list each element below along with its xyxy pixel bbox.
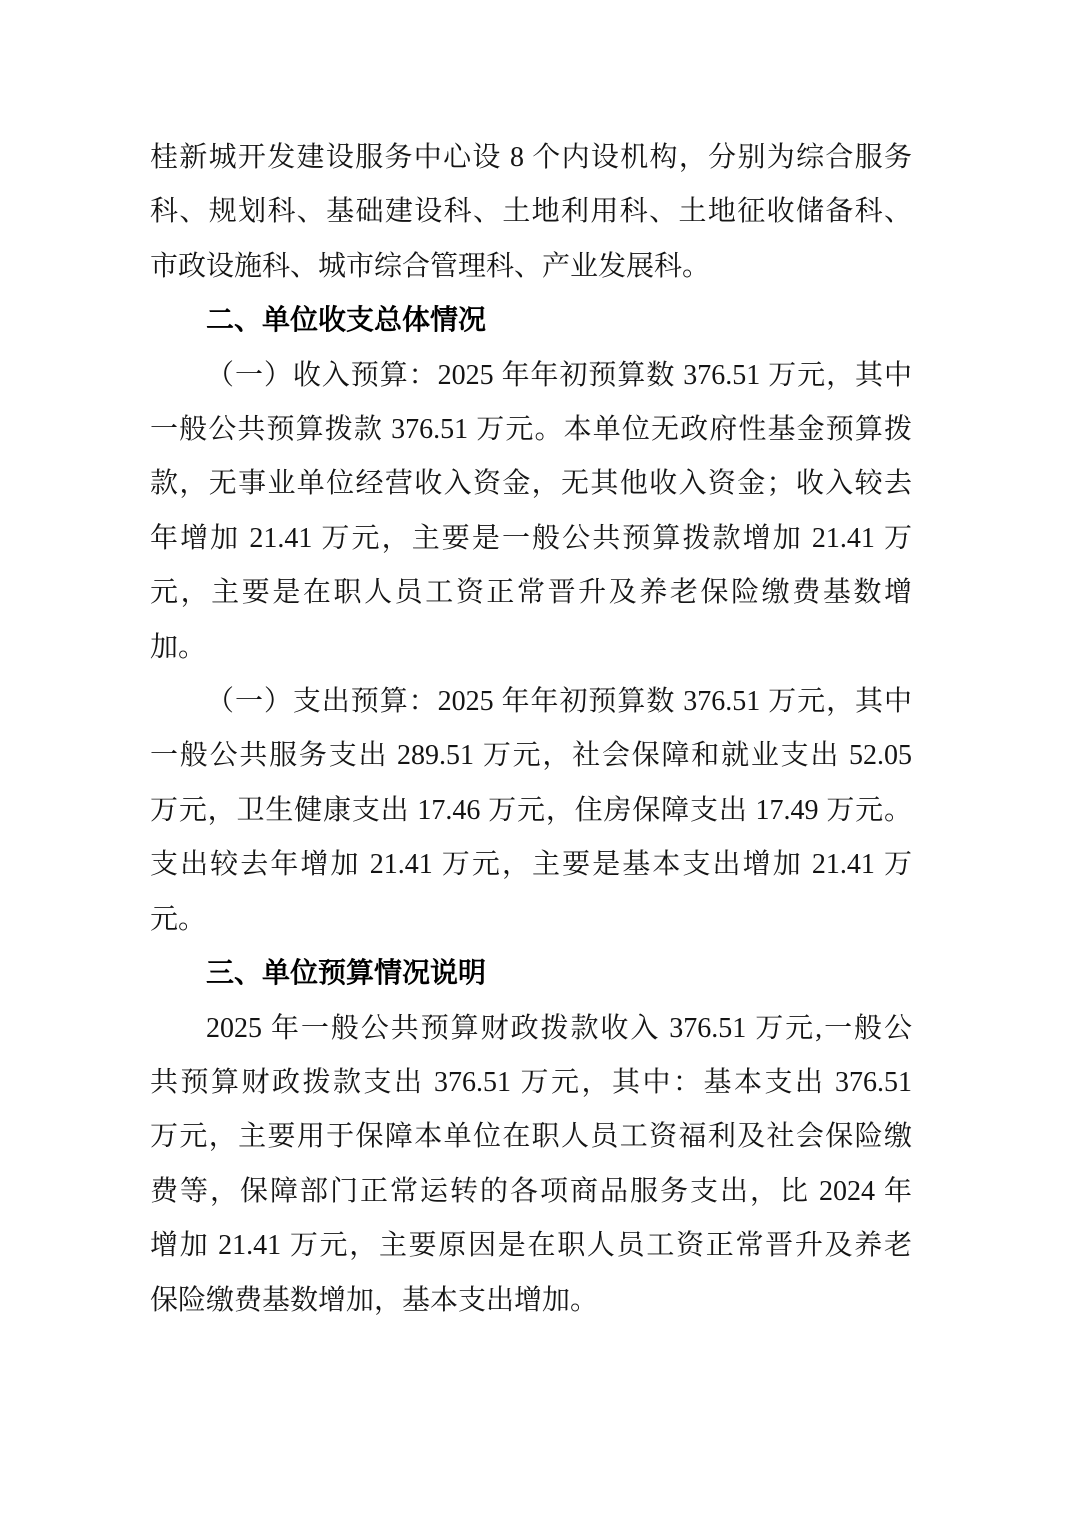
text-line: （一）支出预算：2025 年年初预算数 376.51 万元，其中 (206, 686, 912, 718)
section-heading-budget-explanation (150, 947, 912, 1001)
text-line: 款，无事业单位经营收入资金，无其他收入资金；收入较去 (150, 468, 912, 500)
paragraph-internal-departments (150, 131, 912, 294)
text-line: 一般公共服务支出 289.51 万元，社会保障和就业支出 52.05 (150, 740, 912, 772)
text-line: 增加 21.41 万元，主要原因是在职人员工资正常晋升及养老 (150, 1230, 912, 1262)
paragraph-budget-explanation (150, 1002, 912, 1328)
text-line: 元，主要是在职人员工资正常晋升及养老保险缴费基数增 (150, 577, 912, 609)
text-line: 二、单位收支总体情况 (206, 305, 487, 337)
text-line: 万元，主要用于保障本单位在职人员工资福利及社会保险缴 (150, 1121, 912, 1153)
text-line: 共预算财政拨款支出 376.51 万元，其中：基本支出 376.51 (150, 1066, 912, 1098)
text-line: 2025 年一般公共预算财政拨款收入 376.51 万元,一般公 (206, 1012, 912, 1044)
text-line: 保险缴费基数增加，基本支出增加。 (150, 1284, 599, 1316)
text-line: 科、规划科、基础建设科、土地利用科、土地征收储备科、 (150, 196, 912, 228)
text-line: 元。 (150, 903, 207, 935)
text-line: 万元，卫生健康支出 17.46 万元，住房保障支出 17.49 万元。 (150, 794, 912, 826)
text-line: 桂新城开发建设服务中心设 8 个内设机构，分别为综合服务 (150, 142, 912, 173)
text-line: 市政设施科、城市综合管理科、产业发展科。 (150, 250, 711, 282)
text-line: 支出较去年增加 21.41 万元，主要是基本支出增加 21.41 万 (150, 849, 912, 881)
paragraph-expenditure-budget (150, 675, 912, 947)
document-body (150, 131, 912, 1328)
text-line: 费等，保障部门正常运转的各项商品服务支出，比 2024 年 (150, 1175, 912, 1207)
text-line: 年增加 21.41 万元，主要是一般公共预算拨款增加 21.41 万 (150, 522, 912, 554)
text-line: 一般公共预算拨款 376.51 万元。本单位无政府性基金预算拨 (150, 414, 912, 446)
paragraph-income-budget (150, 349, 912, 675)
text-line: （一）收入预算：2025 年年初预算数 376.51 万元，其中 (206, 359, 912, 391)
text-line: 三、单位预算情况说明 (206, 958, 487, 990)
text-line: 加。 (150, 631, 207, 663)
section-heading-revenue-expenditure-overview (150, 294, 912, 348)
